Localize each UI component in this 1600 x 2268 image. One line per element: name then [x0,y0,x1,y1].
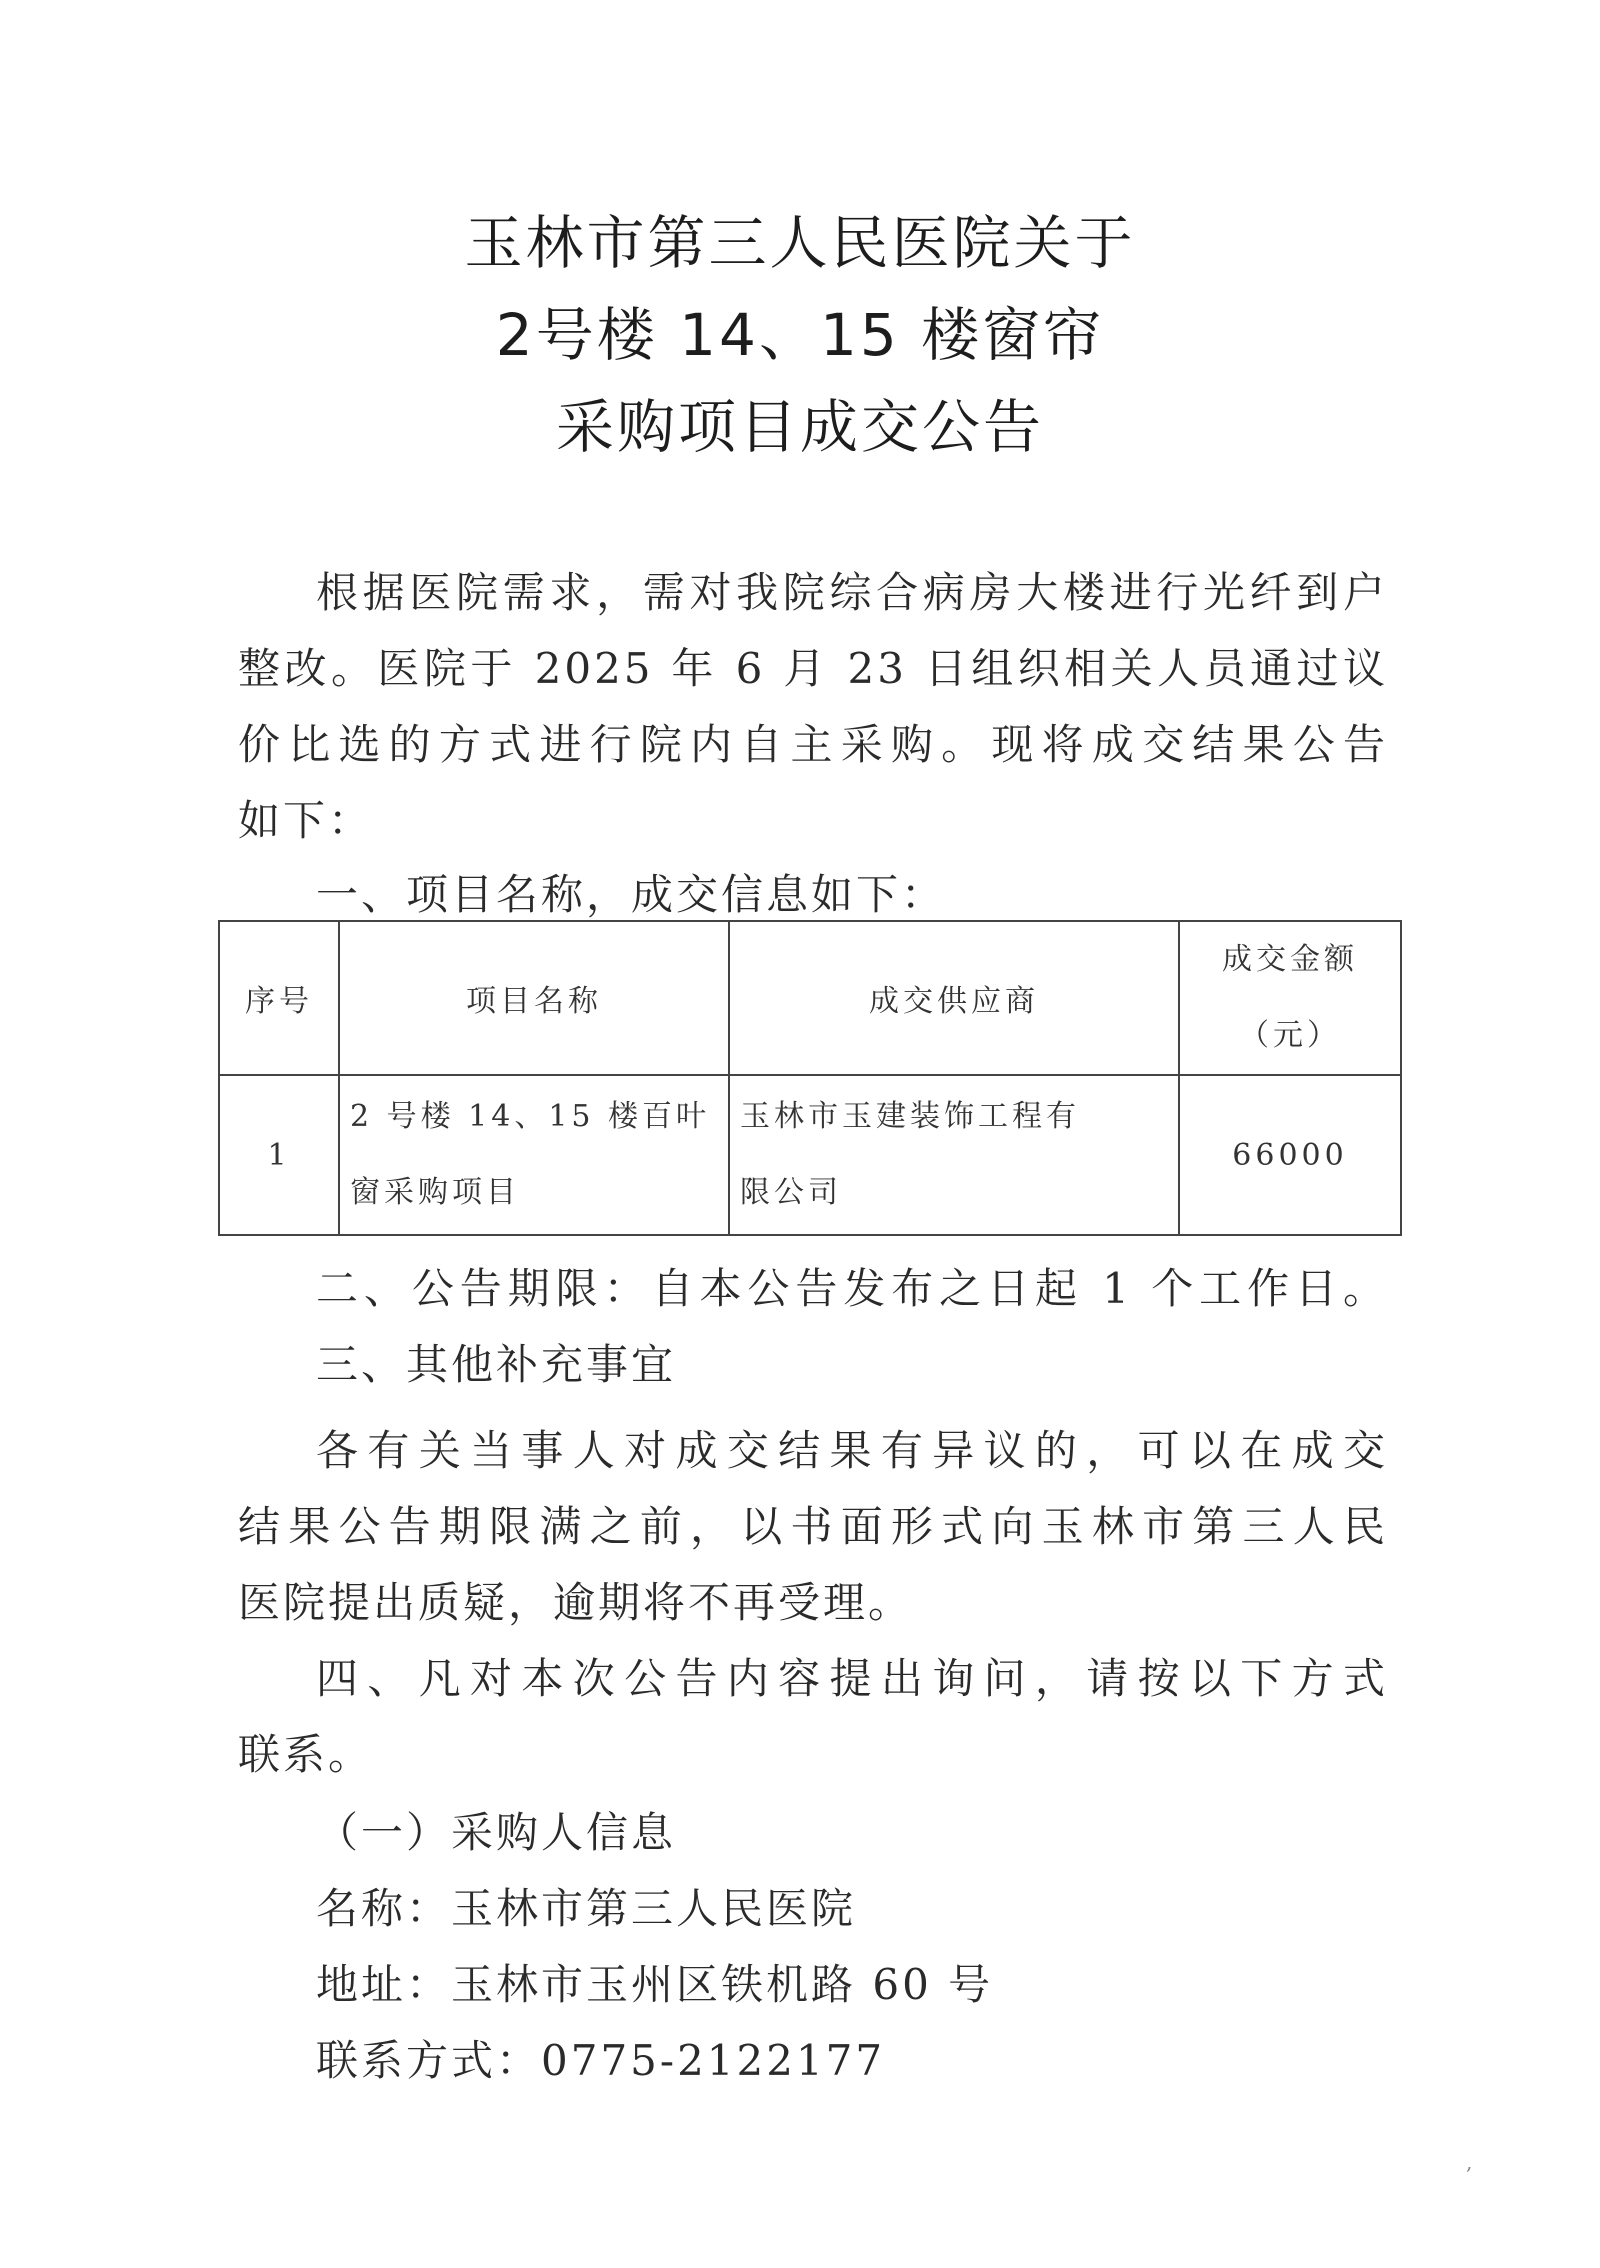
purchaser-heading: （一）采购人信息 [316,1808,677,1857]
header-project-name: 项目名称 [339,921,729,1075]
scan-mark: , [1466,2150,1473,2174]
title-line-2: 2号楼 14、15 楼窗帘 [495,301,1105,369]
section3-line-1: 各有关当事人对成交结果有异议的，可以在成交 [316,1426,1388,1475]
purchaser-contact: 联系方式：0775-2122177 [316,2036,886,2085]
section4-line-1: 四、凡对本次公告内容提出询问，请按以下方式 [316,1654,1388,1703]
intro-line-3: 价比选的方式进行院内自主采购。现将成交结果公告 [238,720,1388,769]
row-supplier [729,1075,1179,1235]
table-row [219,1075,1401,1235]
header-supplier: 成交供应商 [729,921,1179,1075]
award-table [218,920,1402,1236]
table-header-row [219,921,1401,1075]
row-supplier-line-1: 玉林市玉建装饰工程有 [740,1099,1080,1134]
purchaser-name: 名称：玉林市第三人民医院 [316,1884,857,1933]
section3-heading: 三、其他补充事宜 [316,1340,677,1389]
purchaser-address: 地址：玉林市玉州区铁机路 60 号 [316,1960,994,2009]
header-seq: 序号 [219,921,339,1075]
header-amount-unit: （元） [1239,1018,1341,1053]
title-line-1: 玉林市第三人民医院关于 [464,209,1136,277]
header-amount-label: 成交金额 [1222,942,1358,977]
row-amount: 66000 [1179,1075,1401,1235]
section2-text: 二、公告期限：自本公告发布之日起 1 个工作日。 [316,1264,1388,1313]
title-line-3: 采购项目成交公告 [555,393,1044,461]
section4-line-2: 联系。 [238,1730,374,1779]
row-seq: 1 [219,1075,339,1235]
section3-line-2: 结果公告期限满之前，以书面形式向玉林市第三人民 [238,1502,1388,1551]
row-project-name [339,1075,729,1235]
section1-heading: 一、项目名称，成交信息如下： [316,870,947,919]
row-supplier-line-2: 限公司 [740,1175,842,1210]
intro-line-1: 根据医院需求，需对我院综合病房大楼进行光纤到户 [316,568,1388,617]
section3-line-3: 医院提出质疑，逾期将不再受理。 [238,1578,914,1627]
intro-line-2: 整改。医院于 2025 年 6 月 23 日组织相关人员通过议 [238,644,1388,693]
row-project-name-line-1: 2 号楼 14、15 楼百叶 [350,1099,711,1134]
header-amount [1179,921,1401,1075]
intro-line-4: 如下： [238,796,374,845]
row-project-name-line-2: 窗采购项目 [350,1175,520,1210]
